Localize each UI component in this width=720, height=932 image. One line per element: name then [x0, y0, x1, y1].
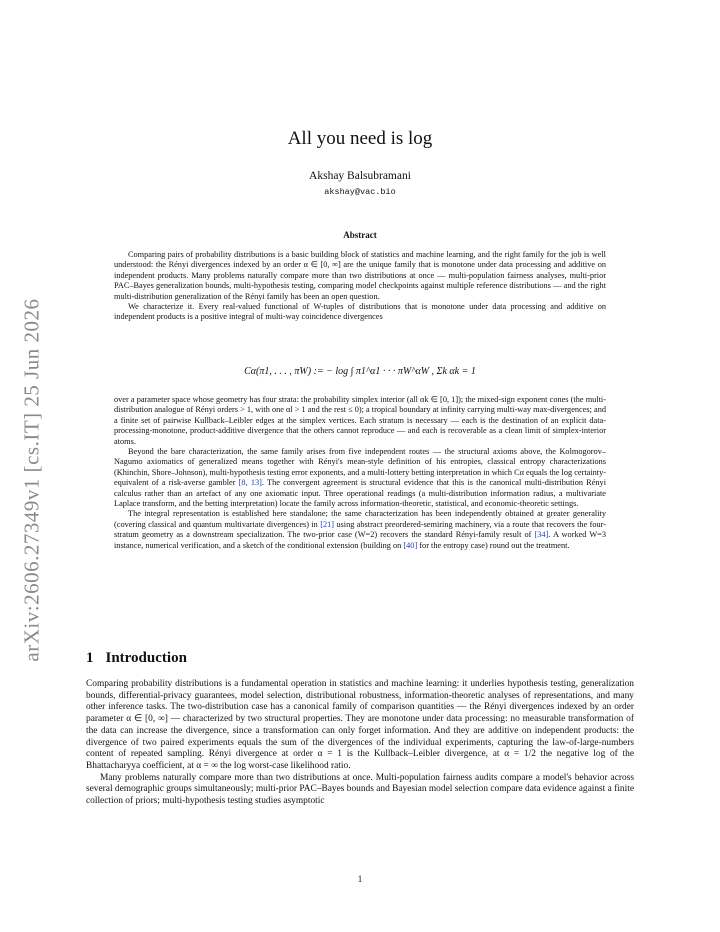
citation-link[interactable]: [8, 13] [238, 478, 262, 488]
paper-title: All you need is log [287, 128, 433, 149]
abstract-p5-text-a: The integral representation is established here standalone; the same characterization has been independently obtained at greater generality (covering classical and quantum multivariate divergences) in [114, 509, 606, 529]
abstract-paragraph-3: over a parameter space whose geometry has four strata: the probability simplex interior (all αk ∈ [0, 1]); the mixed-sign exponent cones (the multi-distribution analogue of Rényi orders > 1, with one αl > 1 and the rest ≤ 0); a tropical boundary at infinity carrying multi-way max-divergences; and a finite set of pairwise Kullback–Leibler edges at the simplex vertices. Each stratum is necessary — each is the destination of an explicit data-processing-monotone, product-additive divergence that the others cannot reproduce — and each is recoverable as a clean limit of simplex-interior atoms. [114, 395, 606, 446]
abstract-p4-text-a: Beyond the bare characterization, the same family arises from five independent routes — the structural axioms above, the Kolmogorov–Nagumo axiomatics of generalized means together with Rényi's mean-style definition of his entropies, classical entropy characterizations (Khinchin, Shore–Johnson), multi-hypothesis testing error exponents, and a multi-lottery betting interpretation in which Cα equals the log certainty-equivalent of a risk-averse gambler [114, 447, 606, 488]
coincidence-divergence-formula: Cα(π1, . . . , πW) := − log ∫ π1^α1 · · · πW^αW , Σk αk = 1 [244, 366, 476, 377]
abstract-p5-text-c: . A worked W=3 instance, numerical verification, and a sketch of the conditional extension (building on [114, 530, 607, 550]
section-body [86, 679, 634, 808]
author-email: akshay@vac.bio [324, 187, 396, 197]
citation-link[interactable]: [34] [534, 530, 549, 540]
abstract-p4-text-b: . The convergent agreement is structural evidence that this is the canonical multi-distribution Rényi calculus rather than an artefact of any one axiomatic input. Three operational readings (a multi-distribution information radius, a multivariate Laplace transform, and the betting interpretation) locate the family across information-theoretic, statistical, and economic-theoretic settings. [114, 478, 606, 509]
arxiv-identifier: arXiv:2606.27349v1 [cs.IT] 25 Jun 2026 [19, 298, 44, 662]
section-heading [86, 650, 187, 667]
section-title: Introduction [105, 650, 187, 666]
abstract-paragraph-1: Comparing pairs of probability distributions is a basic building block of statistics and machine learning, and the right family for the job is well understood: the Rényi divergences indexed by an order α ∈ [0, ∞] are the unique family that is monotone under data processing and additive on independent products. Many problems naturally compare more than two distributions at once — multi-population fairness analyses, multi-prior PAC–Bayes generalization bounds, multi-hypothesis testing, comparing model checkpoints against multiple reference distributions — and the right multi-distribution generalization of the Rényi family has been an open question. [114, 250, 606, 301]
body-paragraph-1: Comparing probability distributions is a fundamental operation in statistics and machine learning: it underlies hypothesis testing, generalization bounds, differential-privacy guarantees, model selection, distributional robustness, information-theoretic analyses of representations, and many other inference tasks. The two-distribution case has a canonical family of comparison quantities — the Rényi divergences indexed by an order parameter α ∈ [0, ∞] — characterized by two structural properties. They are monotone under data processing: no measurable transformation of the data can increase the divergence, since a transformation can only forget information. And they are additive on independent products: the divergence of two paired experiments equals the sum of the divergences of the individual experiments, capturing the law-of-large-numbers content of repeated sampling. Rényi divergence at order α = 1 is the Kullback–Leibler divergence, at α = 1/2 the negative log of the Bhattacharyya coefficient, at α = ∞ the log worst-case likelihood ratio. [86, 679, 634, 771]
abstract-part-1 [114, 250, 606, 323]
body-paragraph-2: Many problems naturally compare more than two distributions at once. Multi-population fairness audits compare a model's behavior across several demographic groups simultaneously; multi-prior PAC–Bayes bounds and Bayesian model selection compare data evidence against a finite collection of priors; multi-hypothesis testing studies asymptotic [86, 772, 634, 807]
author-name: Akshay Balsubramani [309, 170, 411, 182]
abstract-paragraph-5 [114, 509, 606, 551]
abstract-paragraph-2: We characterize it. Every real-valued functional of W-tuples of distributions that is monotone under data processing and additive on independent products is a positive integral of multi-way coincidence divergences [114, 302, 606, 322]
section-number: 1 [86, 650, 94, 666]
citation-link[interactable]: [40] [403, 540, 418, 550]
page-number: 1 [357, 874, 363, 884]
abstract-p5-text-b: using abstract preordered-semiring machinery, via a route that recovers the four-stratum geometry as a downstream specialization. The two-prior case (W=2) recovers the standard Rényi-family result of [114, 519, 606, 540]
arxiv-sidebar-stamp [8, 268, 56, 692]
abstract-p5-text-d: for the entropy case) round out the treatment. [419, 540, 570, 550]
abstract-part-2 [114, 395, 606, 551]
abstract-paragraph-4 [114, 447, 606, 509]
citation-link[interactable]: [21] [320, 519, 335, 529]
abstract-heading: Abstract [343, 230, 377, 240]
